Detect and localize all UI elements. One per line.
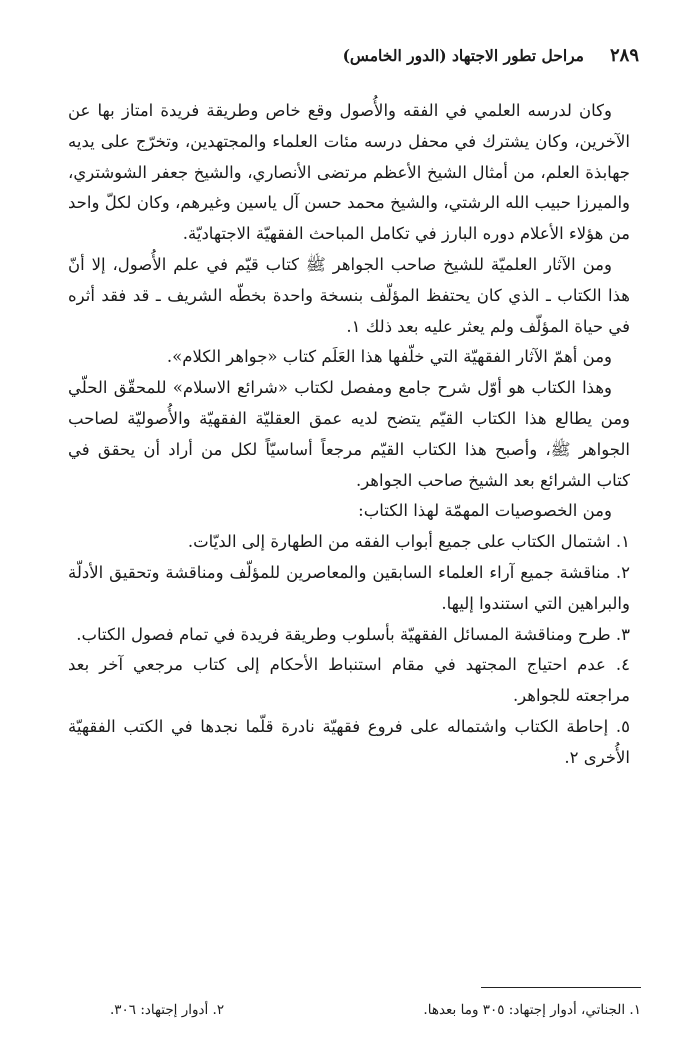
paragraph-4: وهذا الكتاب هو أوّل شرح جامع ومفصل لكتاب «شرائع الاسلام» للمحقّق الحلّي ومن يطالع هذا الكتاب القيّم يتضح لديه عمق العقليّة الفقهيّة والأُصوليّة لصاحب الجواهر ﷺ، وأصبح هذا الكتاب القيّم مرجعاً أساسيّاً لكل من أراد أن يحقق في كتاب الشرائع بعد الشيخ صاحب الجواهر.	[68, 378, 630, 490]
main-text	[68, 96, 630, 774]
paragraph-5: ومن الخصوصيات المهمّة لهذا الكتاب:	[358, 501, 612, 521]
list-item-1: ١. اشتمال الكتاب على جميع أبواب الفقه من الطهارة إلى الديّات.	[187, 532, 630, 552]
page-header	[60, 40, 639, 70]
list-item-3: ٣. طرح ومناقشة المسائل الفقهيّة بأسلوب وطريقة فريدة في تمام فصول الكتاب.	[76, 624, 630, 644]
paragraph-1: وكان لدرسه العلمي في الفقه والأُصول وقع خاص وطريقة فريدة امتاز بها عن الآخرين، وكان يشترك في محفل درسه مئات العلماء والمجتهدين، وتخرّج على يديه جهابذة العلم، من أمثال الشيخ الأعظم مرتضى الأنصاري، والشيخ جعفر الشوشتري، والميرزا حبيب الله الرشتي، والشيخ محمد حسن آل ياسين وغيرهم، وكان لكلّ واحد من هؤلاء الأعلام دوره البارز في تكامل المباحث الفقهيّة الاجتهاديّة.	[68, 101, 630, 244]
footnote-1: ١. الجناتي، أدوار إجتهاد: ٣٠٥ وما بعدها.	[423, 1002, 641, 1018]
footnote-divider	[481, 987, 641, 988]
list-item-5: ٥. إحاطة الكتاب واشتماله على فروع فقهيّة نادرة قلّما نجدها في الكتب الفقهيّة الأُخرى ٢.	[68, 716, 630, 767]
list-item-4: ٤. عدم احتياج المجتهد في مقام استنباط الأحكام إلى كتاب مرجعي آخر بعد مراجعته للجواهر.	[68, 655, 630, 706]
page-number: ٢٨٩	[609, 44, 639, 66]
list-item-2: ٢. مناقشة جميع آراء العلماء السابقين والمعاصرين للمؤلّف ومناقشة وتحقيق الأدلّة والبراهين التي استندوا إليها.	[68, 562, 630, 613]
footnotes	[110, 1002, 641, 1018]
footnote-2: ٢. أدوار إجتهاد: ٣٠٦.	[110, 1002, 225, 1018]
running-title: مراحل تطور الاجتهاد (الدور الخامس)	[342, 45, 584, 65]
paragraph-3: ومن أهمّ الآثار الفقهيّة التي خلّفها هذا العَلَم كتاب «جواهر الكلام».	[166, 347, 612, 367]
paragraph-2: ومن الآثار العلميّة للشيخ صاحب الجواهر ﷺ كتاب قيّم في علم الأُصول، إلا أنّ هذا الكتاب ـ الذي كان يحتفظ المؤلّف بنسخة واحدة بخطّه الشريف ـ قد فقد أثره في حياة المؤلّف ولم يعثر عليه بعد ذلك ١.	[68, 254, 630, 336]
